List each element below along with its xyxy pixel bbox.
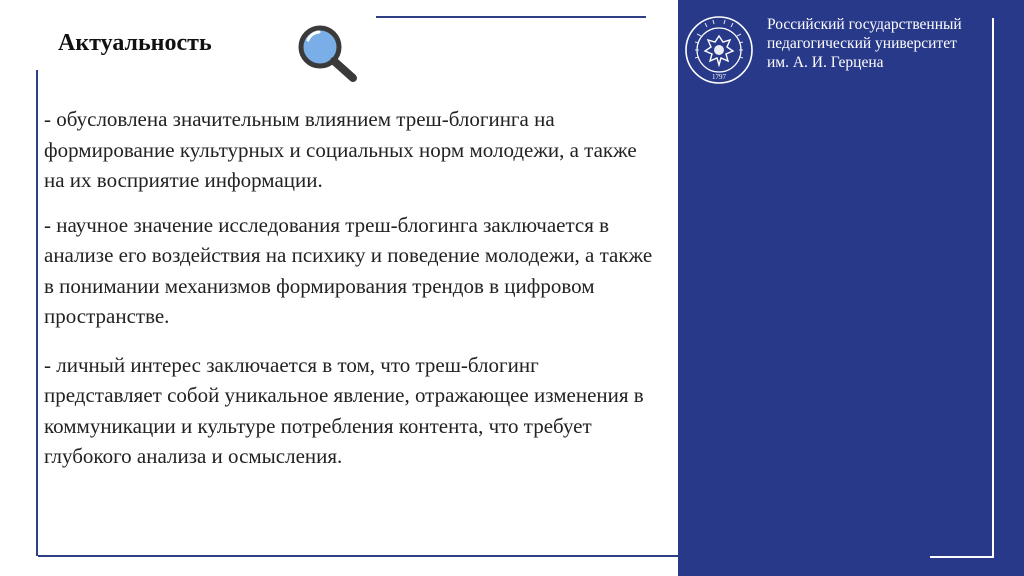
slide-title: Актуальность xyxy=(58,30,212,56)
paragraph-personal-interest: - личный интерес заключается в том, что треш-блогинг представляет собой уникальное явление, отражающее изменения в коммуникации и культуре потребления контента, что требует глубокого анализа и осмысления. xyxy=(44,352,644,468)
university-name-line-3: им. А. И. Герцена xyxy=(767,54,884,71)
bottom-frame-line xyxy=(38,555,678,557)
magnifier-icon xyxy=(290,16,362,88)
paragraph-scientific-value: - научное значение исследования треш-блогинга заключается в анализе его воздействия на психику и поведение молодежи, а также в понимании механизмов формирования трендов в цифровом пространстве. xyxy=(44,212,653,328)
slide-body xyxy=(44,104,654,472)
paragraph-relevance: - обусловлена значительным влиянием треш-блогинга на формирование культурных и социальных норм молодежи, а также на их восприятие информации. xyxy=(44,107,637,192)
left-frame-line xyxy=(36,70,38,556)
seal-year: 1797 xyxy=(712,73,726,81)
university-name-line-2: педагогический университет xyxy=(767,35,957,52)
university-name xyxy=(767,15,997,72)
brand-panel xyxy=(678,0,1024,576)
university-seal-icon xyxy=(683,14,755,86)
top-divider xyxy=(376,16,646,18)
panel-frame-line xyxy=(992,18,994,558)
panel-frame-bottom-line xyxy=(930,556,994,558)
university-name-line-1: Российский государственный xyxy=(767,16,962,33)
